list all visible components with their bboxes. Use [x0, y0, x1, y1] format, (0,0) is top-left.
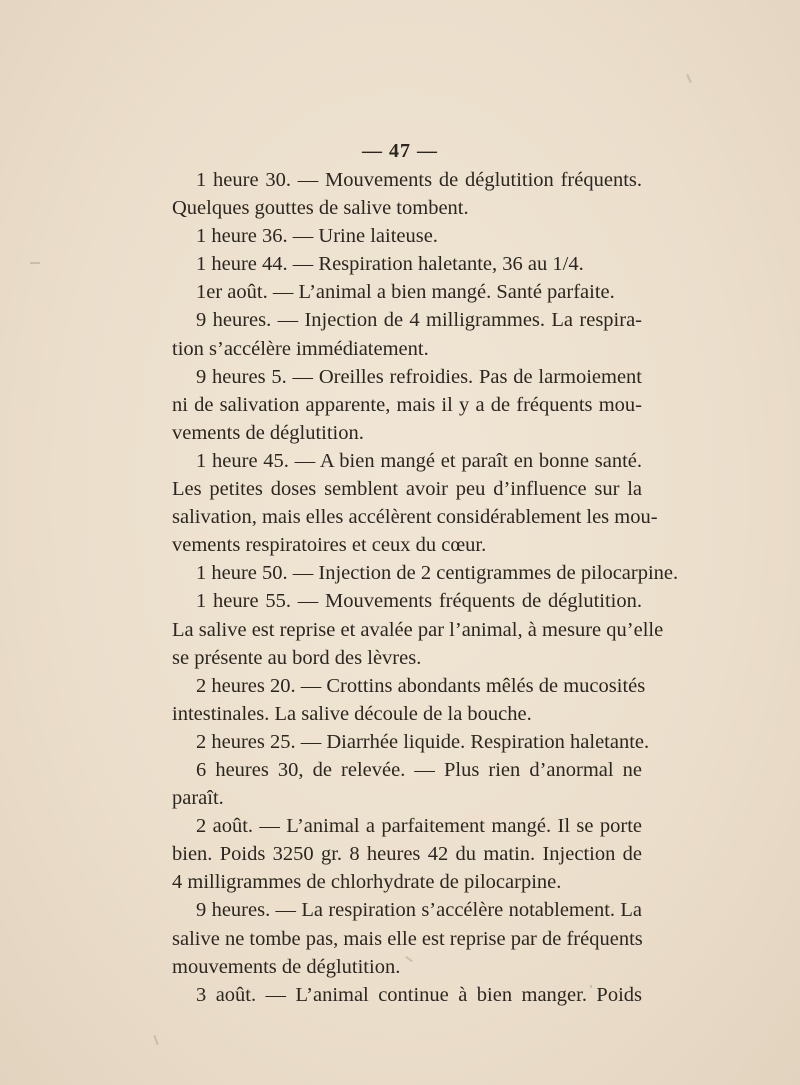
text-line: 1er août. — L’animal a bien mangé. Santé parfaite. — [196, 281, 615, 304]
text-line: 1 heure 36. — Urine laiteuse. — [196, 225, 438, 248]
text-line: 9 heures 5. — Oreilles refroidies. Pas de larmoiement — [196, 365, 642, 388]
text-line: salive ne tombe pas, mais elle est reprise par de fréquents — [172, 927, 643, 950]
paper-speck — [153, 1035, 158, 1045]
text-line: La salive est reprise et avalée par l’animal, à mesure qu’elle — [172, 618, 664, 641]
paper-speck — [30, 262, 40, 264]
text-line: 2 heures 25. — Diarrhée liquide. Respiration haletante. — [196, 730, 650, 753]
text-line: vements respiratoires et ceux du cœur. — [172, 534, 487, 557]
text-line: 2 heures 20. — Crottins abondants mêlés de mucosités — [196, 674, 646, 697]
text-line: bien. Poids 3250 gr. 8 heures 42 du matin. Injection de — [172, 843, 642, 866]
text-line: 4 milligrammes de chlorhydrate de pilocarpine. — [172, 871, 562, 894]
text-line: 9 heures. — La respiration s’accélère notablement. La — [196, 899, 642, 922]
text-line: 6 heures 30, de relevée. — Plus rien d’anormal ne — [196, 758, 642, 781]
text-line: intestinales. La salive découle de la bouche. — [172, 702, 532, 725]
text-line: 1 heure 50. — Injection de 2 centigrammes de pilocarpine. — [196, 562, 679, 585]
text-line: Quelques gouttes de salive tombent. — [172, 197, 469, 220]
text-line: Les petites doses semblent avoir peu d’influence sur la — [172, 478, 642, 501]
text-line: salivation, mais elles accélèrent considérablement les mou- — [172, 506, 658, 529]
text-line: mouvements de déglutition. — [172, 955, 401, 978]
paper-speck — [686, 74, 692, 83]
page-number: — 47 — — [362, 140, 438, 162]
text-line: ni de salivation apparente, mais il y a de fréquents mou- — [172, 393, 642, 416]
text-line: 3 août. — L’animal continue à bien manger. Poids — [196, 983, 642, 1006]
text-line: se présente au bord des lèvres. — [172, 646, 422, 669]
text-line: vements de déglutition. — [172, 421, 364, 444]
text-line: 9 heures. — Injection de 4 milligrammes. La respira- — [196, 309, 642, 332]
text-line: paraît. — [172, 787, 224, 810]
text-line: 1 heure 44. — Respiration haletante, 36 au 1/4. — [196, 253, 584, 276]
text-line: 2 août. — L’animal a parfaitement mangé. Il se porte — [196, 815, 642, 838]
text-line: 1 heure 45. — A bien mangé et paraît en bonne santé. — [196, 449, 642, 472]
text-line: 1 heure 30. — Mouvements de déglutition fréquents. — [196, 169, 642, 191]
paper-speck — [590, 985, 592, 988]
text-line: 1 heure 55. — Mouvements fréquents de déglutition. — [196, 590, 642, 613]
text-line: tion s’accélère immédiatement. — [172, 337, 429, 360]
body-text — [172, 166, 679, 1009]
